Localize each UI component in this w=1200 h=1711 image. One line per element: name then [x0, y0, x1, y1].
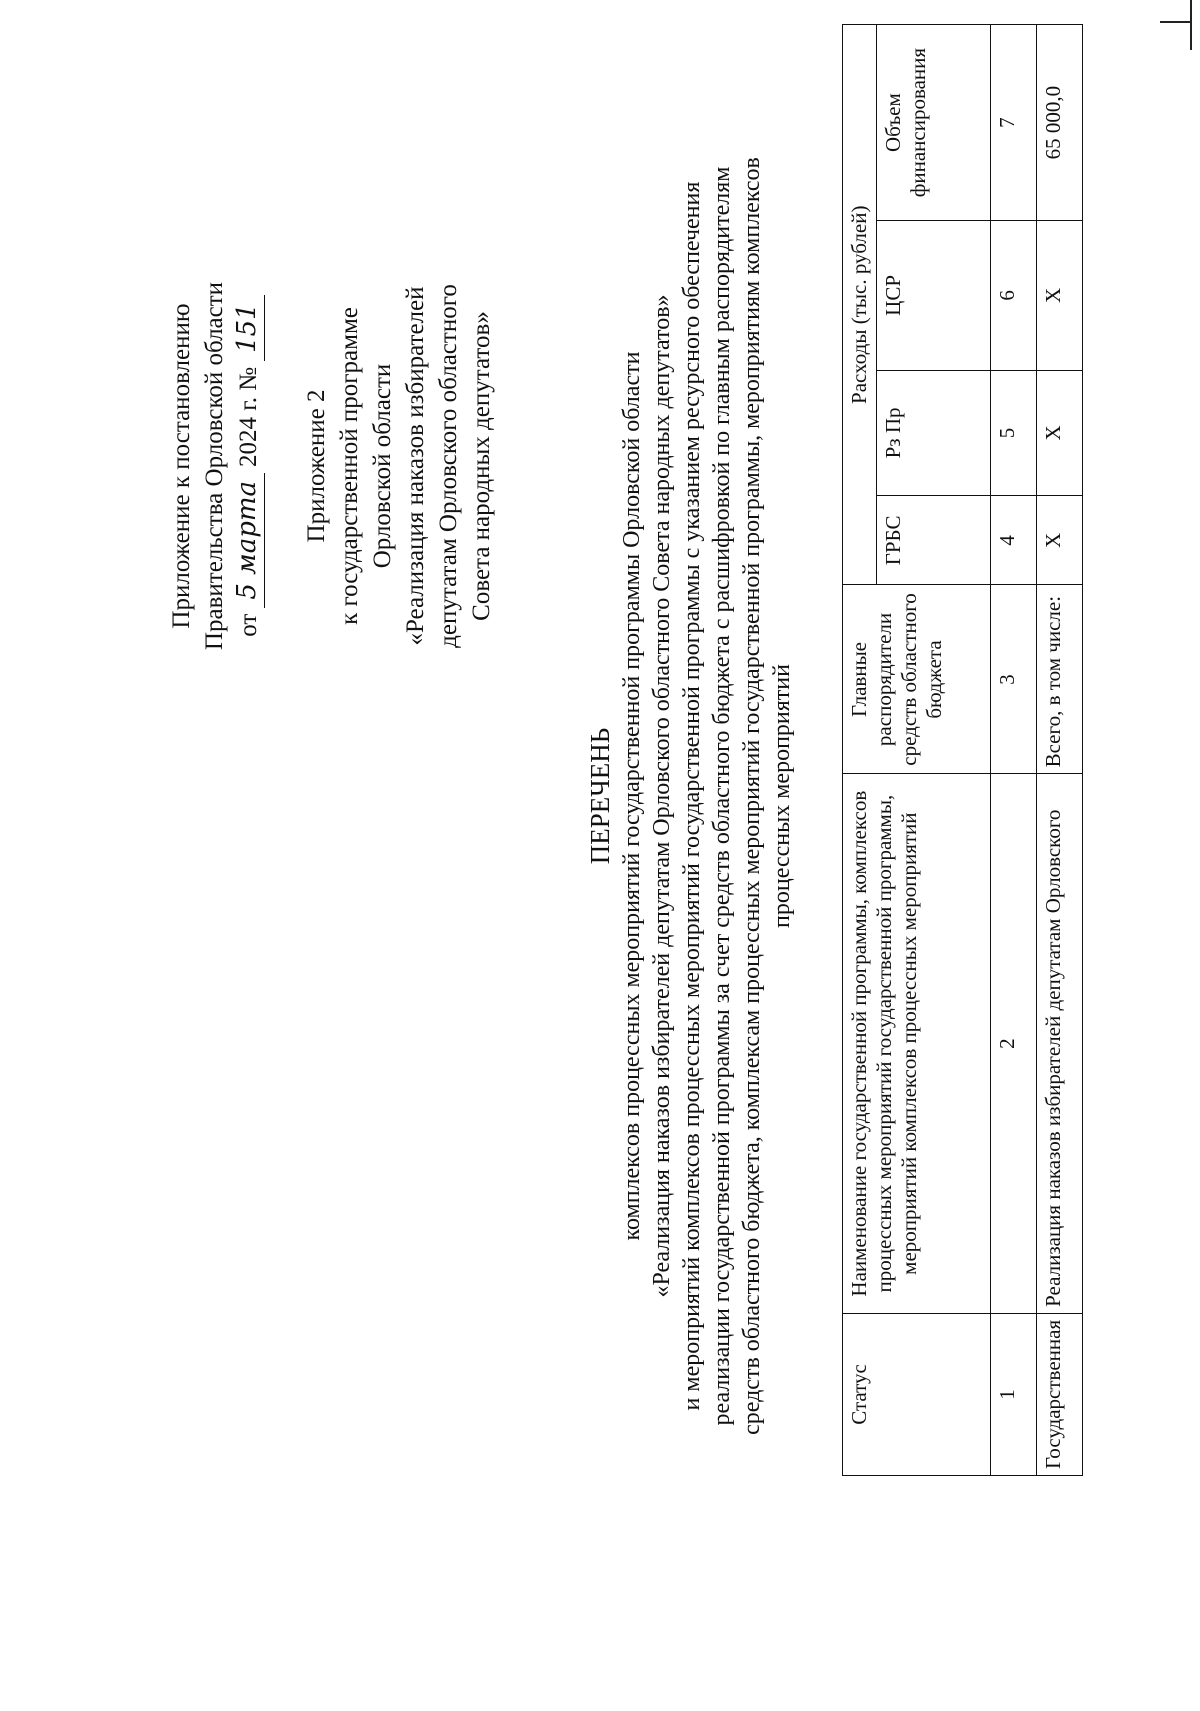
table-row — [1037, 25, 1083, 1476]
header-name: Наименование государственной программы, комплексов процессных мероприятий государственной программы, мероприятий комплексов процессных мероприятий — [843, 774, 991, 1313]
header-grbs: ГРБС — [877, 496, 991, 585]
cell-managers: Всего, в том числе: — [1037, 585, 1083, 774]
header-status: Статус — [843, 1313, 991, 1475]
header-csr: ЦСР — [877, 221, 991, 370]
column-number: 4 — [991, 496, 1037, 585]
column-number: 3 — [991, 585, 1037, 774]
header-expenses: Расходы (тыс. рублей) — [843, 25, 877, 586]
program-reference: депутатам Орловского областного — [435, 284, 462, 648]
cell-name: Реализация наказов избирателей депутатам Орловского — [1037, 774, 1083, 1313]
column-number: 1 — [991, 1313, 1037, 1475]
column-number: 2 — [991, 774, 1037, 1313]
title-line: средств областного бюджета, комплексам процессных мероприятий государственной программы, мероприятиям комплексов — [739, 157, 765, 1435]
expenses-table — [842, 24, 1083, 1476]
approval-date — [231, 231, 265, 701]
approval-line: Правительства Орловской области — [201, 281, 228, 651]
cell-volume: 65 000,0 — [1037, 25, 1083, 221]
title-line: комплексов процессных мероприятий государственной программы Орловской области — [619, 351, 645, 1241]
program-reference: «Реализация наказов избирателей — [402, 286, 429, 646]
column-number-row — [991, 25, 1037, 1476]
program-reference: Совета народных депутатов» — [468, 311, 495, 621]
column-number: 7 — [991, 25, 1037, 221]
approval-header — [165, 231, 498, 701]
cell-csr: Х — [1037, 221, 1083, 370]
header-managers: Главные распорядители средств областного бюджета — [843, 585, 991, 774]
date-prefix: от — [235, 613, 262, 637]
year-text: 2024 г. № — [235, 366, 262, 467]
approval-line: Приложение к постановлению — [168, 303, 195, 629]
document-title-block — [585, 76, 797, 1516]
title-line: и мероприятий комплексов процессных мероприятий государственной программы с указанием ресурсного обеспечения — [679, 181, 705, 1411]
cell-status: Государственная — [1037, 1313, 1083, 1475]
column-number: 6 — [991, 221, 1037, 370]
program-reference: Орловской области — [369, 363, 396, 569]
title-line: реализации государственной программы за счет средств областного бюджета с расшифровкой по главным распорядителям — [709, 166, 735, 1426]
document-title: ПЕРЕЧЕНЬ — [585, 727, 615, 865]
title-line: «Реализация наказов избирателей депутатам Орловского областного Совета народных депутатов» — [649, 294, 675, 1298]
handwritten-number: 151 — [231, 295, 265, 361]
cell-rzpr: Х — [1037, 370, 1083, 496]
title-line: процессных мероприятий — [769, 664, 795, 928]
cell-grbs: Х — [1037, 496, 1083, 585]
column-number: 5 — [991, 370, 1037, 496]
handwritten-date: 5 марта — [231, 473, 265, 608]
header-rzpr: Рз Пр — [877, 370, 991, 496]
header-volume: Объем финансирования — [877, 25, 991, 221]
appendix-label: Приложение 2 — [303, 389, 330, 543]
program-reference: к государственной программе — [336, 307, 363, 625]
